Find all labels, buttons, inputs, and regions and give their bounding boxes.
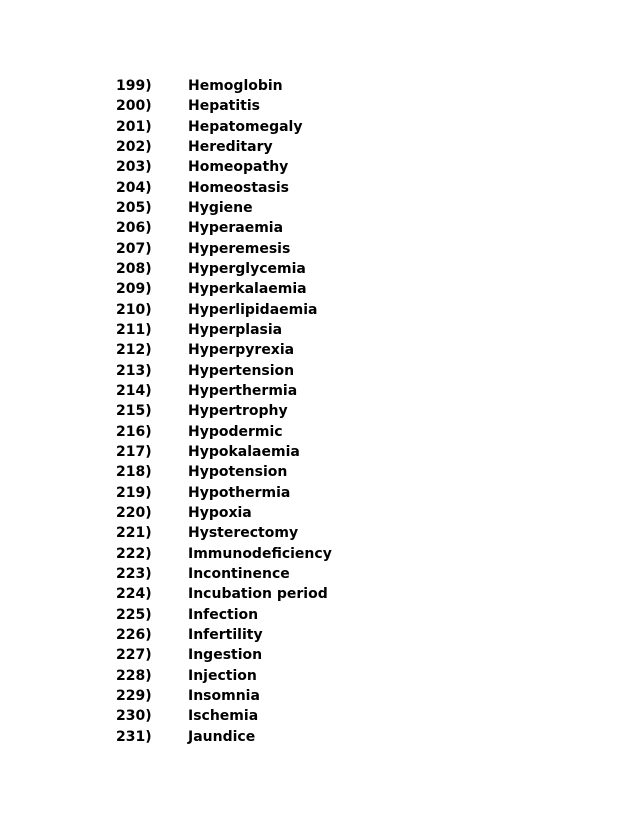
item-term: Hypodermic [188, 423, 283, 440]
item-term: Hereditary [188, 139, 273, 156]
list-item [116, 442, 332, 462]
list-item [116, 361, 332, 381]
list-item [116, 564, 332, 584]
item-term: Insomnia [188, 688, 260, 704]
list-item [116, 605, 332, 625]
item-term: Hyperpyrexia [188, 342, 295, 359]
item-number: 203) [116, 159, 152, 176]
list-item [116, 76, 332, 96]
numbered-term-list [116, 76, 332, 747]
item-term: Hypertension [188, 362, 295, 379]
list-item [116, 320, 332, 340]
item-number: 228) [116, 667, 152, 684]
item-number: 218) [116, 464, 152, 481]
list-item [116, 686, 332, 706]
list-item [116, 503, 332, 523]
list-item [116, 645, 332, 665]
item-term: Infection [188, 606, 259, 623]
item-term: Hepatitis [188, 98, 260, 115]
list-item [116, 401, 332, 421]
item-number: 219) [116, 484, 152, 501]
list-item [116, 198, 332, 218]
list-item [116, 584, 332, 604]
list-item [116, 544, 332, 564]
list-item [116, 462, 332, 482]
item-term: Hyperplasia [188, 322, 283, 339]
list-item [116, 523, 332, 543]
item-term: Ingestion [188, 647, 263, 664]
item-number: 210) [116, 301, 152, 318]
list-item [116, 137, 332, 157]
item-number: 211) [116, 322, 152, 339]
item-term: Hyperemesis [188, 240, 291, 257]
list-item [116, 340, 332, 360]
item-number: 201) [116, 118, 152, 135]
item-number: 214) [116, 383, 152, 400]
item-number: 222) [116, 545, 152, 562]
item-term: Hypoxia [188, 505, 252, 522]
item-term: Hyperthermia [188, 383, 298, 400]
item-term: Infertility [188, 627, 263, 644]
item-number: 226) [116, 627, 152, 644]
item-number: 208) [116, 261, 152, 278]
list-item [116, 381, 332, 401]
item-term: Incontinence [188, 566, 290, 583]
item-term: Ischemia [188, 708, 259, 725]
item-number: 217) [116, 444, 152, 461]
item-number: 207) [116, 240, 152, 257]
item-number: 213) [116, 362, 152, 379]
item-number: 216) [116, 423, 152, 440]
item-term: Hygiene [188, 200, 253, 217]
item-number: 221) [116, 525, 152, 542]
list-item [116, 300, 332, 320]
item-number: 231) [116, 728, 152, 745]
item-number: 227) [116, 647, 152, 664]
list-item [116, 259, 332, 279]
list-item [116, 625, 332, 645]
item-number: 204) [116, 179, 152, 196]
item-number: 230) [116, 708, 152, 725]
list-item [116, 117, 332, 137]
item-term: Hypertrophy [188, 403, 288, 420]
list-item [116, 727, 332, 747]
item-term: Hyperaemia [188, 220, 284, 237]
item-term: Hepatomegaly [188, 118, 303, 135]
list-item [116, 239, 332, 259]
list-item [116, 218, 332, 238]
item-number: 199) [116, 78, 152, 95]
list-item [116, 157, 332, 177]
item-number: 225) [116, 606, 152, 623]
item-term: Hemoglobin [188, 78, 283, 95]
item-term: Injection [188, 667, 257, 684]
list-item [116, 96, 332, 116]
item-term: Hypokalaemia [188, 444, 300, 461]
item-term: Hyperkalaemia [188, 281, 307, 298]
list-item [116, 279, 332, 299]
item-number: 229) [116, 688, 152, 704]
list-item [116, 483, 332, 503]
item-term: Jaundice [188, 728, 256, 745]
item-number: 212) [116, 342, 152, 359]
item-number: 205) [116, 200, 152, 217]
list-item [116, 706, 332, 726]
list-item [116, 666, 332, 686]
item-number: 202) [116, 139, 152, 156]
item-number: 215) [116, 403, 152, 420]
item-number: 209) [116, 281, 152, 298]
item-term: Hypothermia [188, 484, 291, 501]
item-term: Homeopathy [188, 159, 289, 176]
item-term: Incubation period [188, 586, 328, 603]
item-term: Immunodeficiency [188, 545, 332, 562]
item-term: Homeostasis [188, 179, 289, 196]
item-number: 200) [116, 98, 152, 115]
list-item [116, 178, 332, 198]
item-term: Hyperlipidaemia [188, 301, 318, 318]
item-term: Hypotension [188, 464, 288, 481]
list-item [116, 422, 332, 442]
item-number: 220) [116, 505, 152, 522]
item-term: Hyperglycemia [188, 261, 306, 278]
item-number: 224) [116, 586, 152, 603]
item-number: 206) [116, 220, 152, 237]
item-term: Hysterectomy [188, 525, 299, 542]
item-number: 223) [116, 566, 152, 583]
